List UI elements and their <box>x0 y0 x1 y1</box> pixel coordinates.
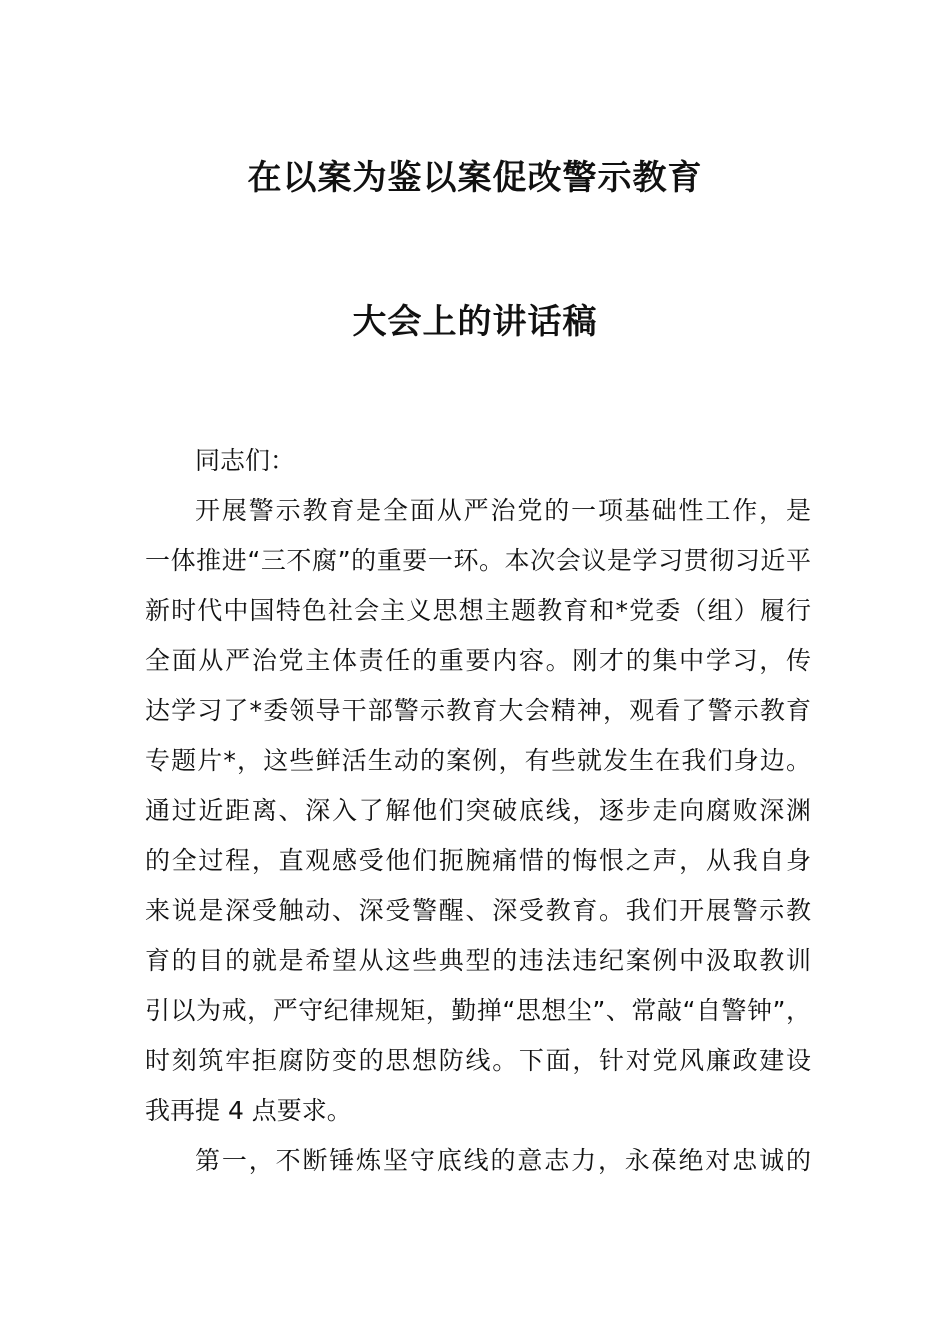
paragraph-line: 达学习了*委领导干部警示教育大会精神，观看了警示教育 <box>145 696 811 725</box>
paragraph-line: 育的目的就是希望从这些典型的违法违纪案例中汲取教训 <box>145 946 811 975</box>
document-title-line-2: 大会上的讲话稿 <box>352 302 598 342</box>
document-title-line-1: 在以案为鉴以案促改警示教育 <box>247 158 703 198</box>
paragraph-2-line: 第一，不断锤炼坚守底线的意志力，永葆绝对忠诚的 <box>195 1146 811 1175</box>
paragraph-line: 开展警示教育是全面从严治党的一项基础性工作，是 <box>195 496 811 525</box>
paragraph-line: 来说是深受触动、深受警醒、深受教育。我们开展警示教 <box>145 896 811 925</box>
paragraph-line: 一体推进“三不腐”的重要一环。本次会议是学习贯彻习近平 <box>145 546 811 575</box>
paragraph-line: 通过近距离、深入了解他们突破底线，逐步走向腐败深渊 <box>145 796 811 825</box>
paragraph-line: 引以为戒，严守纪律规矩，勤掸“思想尘”、常敲“自警钟”， <box>145 996 811 1025</box>
paragraph-line: 时刻筑牢拒腐防变的思想防线。下面，针对党风廉政建设 <box>145 1046 811 1075</box>
paragraph-line: 新时代中国特色社会主义思想主题教育和*党委（组）履行 <box>145 596 811 625</box>
paragraph-line: 专题片*，这些鲜活生动的案例，有些就发生在我们身边。 <box>145 746 811 775</box>
paragraph-line: 的全过程，直观感受他们扼腕痛惜的悔恨之声，从我自身 <box>145 846 811 875</box>
paragraph-line-last: 我再提 4 点要求。 <box>145 1096 352 1125</box>
salutation: 同志们： <box>195 446 296 475</box>
paragraph-line: 全面从严治党主体责任的重要内容。刚才的集中学习，传 <box>145 646 811 675</box>
